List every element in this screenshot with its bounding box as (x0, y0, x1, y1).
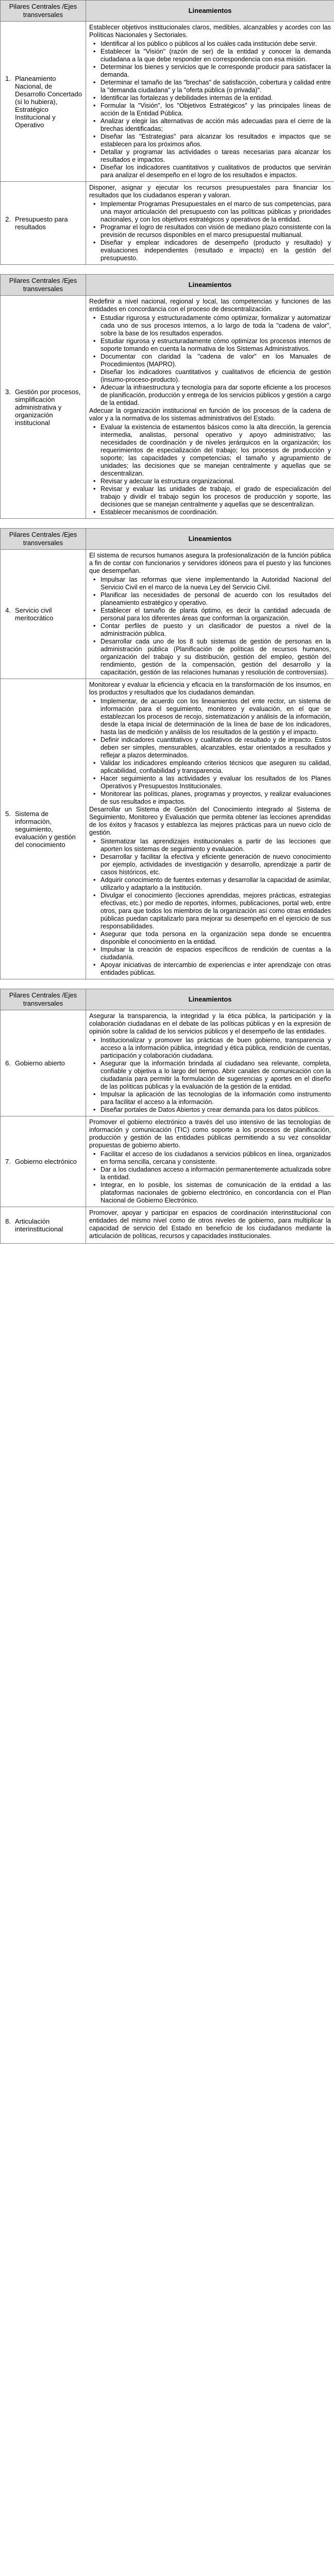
guideline-item: • Revisar y evaluar las unidades de trabajo, el grado de especialización del trabajo y dividir el trabajo según los procesos de producción y soporte, las decisiones que se manejan centralmente y aquellas que se descentralizan. (101, 485, 331, 509)
pillar (4, 215, 82, 231)
guideline-item: • Detallar y programar las actividades o tareas necesarias para alcanzar los resultados e impactos. (101, 148, 331, 164)
guideline-item: • Hacer seguimiento a las actividades y evaluar los resultados de los Planes Operativos y Presupuestos Institucionales. (101, 775, 331, 790)
guideline-item: • Implementar Programas Presupuestales en el marco de sus competencias, para una mayor articulación del presupuesto con las políticas públicas y prioridades nacionales, y con los objetivos estratégicos y operativos de la entidad. (101, 200, 331, 224)
pillar-cell (1, 1207, 86, 1244)
guideline-intro: El sistema de recursos humanos asegura la profesionalización de la función pública a fin de contar con funcionarios y servidores idóneos para el puesto y las funciones que desempeñan. (89, 552, 331, 574)
pillar-cell (1, 1010, 86, 1116)
pillar-cell (1, 1116, 86, 1207)
guidelines-cell (86, 296, 334, 519)
guidelines-cell (86, 1010, 334, 1116)
pillars-table (0, 274, 334, 519)
guideline-item: • Estudiar rigurosa y estructuradamente cómo optimizar los procesos internos de soporte tomando en cuenta la normativa de los Sistemas Administrativos. (101, 337, 331, 353)
pillar-number: 1. (5, 74, 11, 82)
guidelines-cell (86, 1207, 334, 1244)
pillar-name: Gobierno abierto (15, 1059, 65, 1067)
header-guidelines: Lineamientos (86, 1, 334, 22)
guideline-item: • Planificar las necesidades de personal de acuerdo con los resultados del planeamiento estratégico y operativo. (101, 591, 331, 607)
guideline-item: • Facilitar el acceso de los ciudadanos a servicios públicos en línea, organizados en forma sencilla, cercana y consistente. (101, 1150, 331, 1166)
guideline-list (89, 838, 331, 977)
table-row (1, 1116, 334, 1207)
guideline-list (89, 576, 331, 676)
guideline-item: • Impulsar la aplicación de las tecnologías de la información como instrumento para facilitar el acceso a la información. (101, 1091, 331, 1106)
guideline-item: • Analizar y elegir las alternativas de acción más adecuadas para el cierre de la brechas identificadas; (101, 117, 331, 133)
pillar-number: 8. (5, 1217, 11, 1225)
guideline-item: • Integrar, en lo posible, los sistemas de comunicación de la entidad a las plataformas nacionales de gobierno electrónico, en concordancia con el Plan Nacional de Gobierno Electrónico. (101, 1181, 331, 1205)
pillar (4, 606, 82, 622)
guideline-item: • Definir indicadores cuantitativos y cualitativos de resultado y de impacto. Estos deben ser simples, mensurables, alcanzables, estar orientados a resultados y reflejar a plazos determinados. (101, 736, 331, 759)
pillar-cell (1, 296, 86, 519)
guidelines-cell (86, 22, 334, 182)
pillars-table (0, 0, 334, 265)
guideline-item: • Sistematizar las aprendizajes institucionales a partir de las lecciones que aporten los sistemas de seguimiento y evaluación. (101, 838, 331, 853)
guideline-item: • Establecer el tamaño de planta óptimo, es decir la cantidad adecuada de personal para los diferentes áreas que conforman la organización. (101, 607, 331, 622)
guideline-item: • Impulsar las reformas que viene implementando la Autoridad Nacional del Servicio Civil en el marco de la nueva Ley del Servicio Civil. (101, 576, 331, 591)
guideline-item: • Diseñar las "Estrategias" para alcanzar los resultados e impactos que se establecen para los próximos años. (101, 133, 331, 148)
pillars-table-section (0, 274, 334, 519)
pillar-number: 2. (5, 215, 11, 223)
pillar-name: Sistema de información, seguimiento, evaluación y gestión del conocimiento (15, 809, 76, 849)
guideline-item: • Desarrollar y facilitar la efectiva y eficiente generación de nuevo conocimiento por ejemplo, actividades de investigación y desarrollo, aprendizaje a partir de casos históricos, etc. (101, 853, 331, 876)
table-row (1, 296, 334, 519)
guideline-item: • Validar los indicadores empleando criterios técnicos que aseguren su calidad, aplicabilidad, confiabilidad y transparencia. (101, 759, 331, 775)
guidelines-cell (86, 182, 334, 265)
pillar-number: 3. (5, 387, 11, 396)
guideline-item: • Implementar, de acuerdo con los lineamientos del ente rector, un sistema de información para el seguimiento, monitoreo y evaluación, en el que se establezcan los procesos de recojo, sistematización y análisis de la información, desde la etapa inicial de determinación de la línea de base de los indicadores, hasta las de medición y análisis de los resultados de la gestión y el impacto. (101, 698, 331, 736)
pillar-cell (1, 550, 86, 679)
guideline-intro: Asegurar la transparencia, la integridad y la ética pública, la participación y la colaboración ciudadanas en el debate de las políticas públicas y en la expresión de opinión sobre la calidad de los servicios públicos y el desempeño de las entidades. (89, 1012, 331, 1035)
pillar (4, 75, 82, 129)
guideline-item: • Apoyar iniciativas de intercambio de experiencias e inter aprendizaje con otras entidades públicas. (101, 961, 331, 977)
guideline-item: • Formular la "Visión", los "Objetivos Estratégicos" y las principales líneas de acción de la Entidad Pública. (101, 102, 331, 117)
table-header-row (1, 275, 334, 296)
table-header-row (1, 989, 334, 1010)
guideline-item: • Adecuar la infraestructura y tecnología para dar soporte eficiente a los procesos de planificación, producción y entrega de los servicios públicos y gestión a cargo de la entidad. (101, 384, 331, 407)
pillar-name: Planeamiento Nacional, de Desarrollo Concertado (si lo hubiera), Estratégico Institucional y Operativo (15, 74, 82, 129)
table-row (1, 1207, 334, 1244)
pillar-name: Presupuesto para resultados (15, 215, 68, 231)
guideline-item: • Asegurar que toda persona en la organización sepa donde se encuentra disponible el conocimiento en la entidad. (101, 930, 331, 946)
guideline-intro: Establecer objetivos institucionales claros, medibles, alcanzables y acordes con las Políticas Nacionales y Sectoriales. (89, 24, 331, 39)
table-row (1, 550, 334, 679)
pillar-name: Servicio civil meritocrático (15, 606, 54, 622)
pillar-name: Gestión por procesos, simplificación administrativa y organización institucional (15, 387, 81, 427)
guideline-intro: Adecuar la organización institucional en función de los procesos de la cadena de valor y a la normativa de los sistemas administrativos del Estado. (89, 407, 331, 422)
guideline-item: • Asegurar que la información brindada al ciudadano sea relevante, completa, confiable y objetiva a lo largo del tiempo. Abrir canales de comunicación con la ciudadanía para permitir la formulación de sugerencias y aportes en el diseño de las políticas públicas y la evaluación de la gestión de la entidad. (101, 1060, 331, 1091)
header-pillars: Pilares Centrales /Ejes transversales (1, 989, 86, 1010)
table-header-row (1, 529, 334, 550)
guideline-item: • Diseñar y emplear indicadores de desempeño (producto y resultado) y evaluaciones independientes (resultado e impacto) en la gestión del presupuesto. (101, 239, 331, 262)
guidelines-cell (86, 1116, 334, 1207)
pillar-number: 7. (5, 1158, 11, 1165)
pillar-cell (1, 22, 86, 182)
pillar-number: 4. (5, 606, 11, 614)
guideline-intro: Disponer, asignar y ejecutar los recursos presupuestales para financiar los resultados que los ciudadanos esperan y valoran. (89, 184, 331, 199)
guideline-item: • Identificar las fortalezas y debilidades internas de la entidad. (101, 94, 331, 102)
guideline-list (89, 40, 331, 179)
table-row (1, 1010, 334, 1116)
guideline-item: • Revisar y adecuar la estructura organizacional. (101, 478, 331, 485)
guideline-item: • Documentar con claridad la "cadena de valor" en los Manuales de Procedimientos (MAPRO). (101, 353, 331, 368)
guideline-item: • Dar a los ciudadanos acceso a información permanentemente actualizada sobre la entidad. (101, 1166, 331, 1181)
pillar (4, 1059, 82, 1067)
guideline-item: • Determinar los bienes y servicios que le corresponde producir para satisfacer la demanda. (101, 63, 331, 79)
pillar-name: Gobierno electrónico (15, 1158, 77, 1165)
pillar-name: Articulación interinstitucional (15, 1217, 63, 1233)
table-row (1, 679, 334, 979)
header-pillars: Pilares Centrales /Ejes transversales (1, 529, 86, 550)
guideline-item: • Estudiar rigurosa y estructuradamente cómo optimizar, formalizar y automatizar cada uno de sus procesos internos, a lo largo de toda la "cadena de valor", sobre la base de los resultados esperados. (101, 314, 331, 337)
header-guidelines: Lineamientos (86, 275, 334, 296)
guideline-intro: Monitorear y evaluar la eficiencia y eficacia en la transformación de los insumos, en los productos y resultados que los ciudadanos demandan. (89, 681, 331, 696)
guideline-intro: Promover el gobierno electrónico a través del uso intensivo de las tecnologías de información y comunicación (TIC) como soporte a los procesos de planificación, producción y gestión de las entidades públicas permitiendo a su vez consolidar propuestas de gobierno abierto. (89, 1118, 331, 1149)
pillar-number: 6. (5, 1059, 11, 1067)
guideline-item: • Establecer la "Visión" (razón de ser) de la entidad y conocer la demanda ciudadana a la que debe responder en correspondencia con esa misión. (101, 48, 331, 63)
guideline-item: • Divulgar el conocimiento (lecciones aprendidas, mejores prácticas, estrategias efectivas, etc.) por medio de reportes, informes, publicaciones, portal web, entre otros, para que todos los miembros de la organización así como otras entidades públicas puedan capitalizarlo para mejorar su desempeño en el ejercicio de sus responsabilidades. (101, 892, 331, 930)
guideline-item: • Evaluar la existencia de estamentos básicos como la alta dirección, la gerencia intermedia, analistas, personal operativo y apoyo administrativo; las necesidades de coordinación y de niveles jerárquicos en la organización; los requerimientos de especialización del trabajo; los procesos de producción y soporte; las capacidades y competencias; el tamaño y agrupamiento de unidades; las decisiones que se manejan centralmente y aquellas que se descentralizan. (101, 423, 331, 478)
guideline-intro: Redefinir a nivel nacional, regional y local, las competencias y funciones de las entidades en concordancia con el proceso de descentralización. (89, 298, 331, 313)
guideline-list (89, 200, 331, 262)
guidelines-cell (86, 679, 334, 979)
pillar-cell (1, 679, 86, 979)
table-header-row (1, 1, 334, 22)
pillar (4, 1158, 82, 1165)
guideline-item: • Diseñar portales de Datos Abiertos y crear demanda para los datos públicos. (101, 1106, 331, 1114)
guideline-intro: Desarrollar un Sistema de Gestión del Conocimiento integrado al Sistema de Seguimiento, Monitoreo y Evaluación que permita obtener las lecciones aprendidas de los éxitos y fracasos y establezca las mejores prácticas para un nuevo ciclo de gestión. (89, 806, 331, 836)
header-guidelines: Lineamientos (86, 989, 334, 1010)
table-row (1, 22, 334, 182)
guideline-item: • Impulsar la creación de espacios específicos de rendición de cuentas a la ciudadanía. (101, 946, 331, 961)
header-pillars: Pilares Centrales /Ejes transversales (1, 275, 86, 296)
header-guidelines: Lineamientos (86, 529, 334, 550)
pillars-table-section (0, 528, 334, 979)
header-pillars: Pilares Centrales /Ejes transversales (1, 1, 86, 22)
pillar (4, 810, 82, 849)
pillars-table (0, 989, 334, 1244)
pillar-cell (1, 182, 86, 265)
pillar-number: 5. (5, 809, 11, 818)
guideline-item: • Desarrollar cada uno de los 8 sub sistemas de gestión de personas en la administración pública (Planificación de políticas de recursos humanos, organización del trabajo y su distribución, gestión del empleo, gestión del rendimiento, gestión de la compensación, gestión del desarrollo y la capacitación, gestión de las relaciones humanas y resolución de controversias). (101, 638, 331, 676)
guideline-item: • Institucionalizar y promover las prácticas de buen gobierno, transparencia y acceso a la información pública, integridad y ética pública, rendición de cuentas, participación y colaboración ciudadana. (101, 1037, 331, 1060)
pillar (4, 1217, 82, 1233)
guideline-item: • Determinar el tamaño de las "brechas" de satisfacción, cobertura y calidad entre la "demanda ciudadana" y la "oferta pública (o privada)". (101, 79, 331, 94)
pillars-table-section (0, 989, 334, 1244)
guidelines-cell (86, 550, 334, 679)
guideline-item: • Establecer mecanismos de coordinación. (101, 509, 331, 516)
guideline-list (89, 314, 331, 407)
guideline-intro: Promover, apoyar y participar en espacios de coordinación interinstitucional con entidades del mismo nivel como de otros niveles de gobierno, para multiplicar la capacidad de servicio del Estado en beneficio de los ciudadanos mediante la articulación de políticas, recursos y capacidades institucionales. (89, 1209, 331, 1240)
guideline-list (89, 698, 331, 806)
guideline-list (89, 1037, 331, 1114)
guideline-item: • Contar perfiles de puesto y un clasificador de puestos a nivel de la administración pública. (101, 622, 331, 638)
guideline-list (89, 1150, 331, 1205)
guideline-item: • Adquirir conocimiento de fuentes externas y desarrollar la capacidad de asimilar, utilizarlo y adaptarlo a la institución. (101, 876, 331, 892)
guideline-list (89, 423, 331, 516)
pillar (4, 388, 82, 427)
document (0, 0, 334, 1244)
guideline-item: • Diseñar los indicadores cuantitativos y cualitativos de productos que servirán para analizar el desempeño en el logro de los resultados e impactos. (101, 164, 331, 179)
guideline-item: • Diseñar los indicadores cuantitativos y cualitativos de eficiencia de gestión (insumo-proceso-producto). (101, 368, 331, 384)
guideline-item: • Programar el logro de resultados con visión de mediano plazo consistente con la previsión de recursos disponibles en el marco presupuestal multianual. (101, 224, 331, 239)
pillars-table (0, 528, 334, 979)
guideline-item: • Monitorear las políticas, planes, programas y proyectos, y realizar evaluaciones de sus resultados e impactos. (101, 790, 331, 806)
pillars-table-section (0, 0, 334, 265)
guideline-item: • Identificar al los público o públicos al los cuáles cada institución debe servir. (101, 40, 331, 48)
table-row (1, 182, 334, 265)
